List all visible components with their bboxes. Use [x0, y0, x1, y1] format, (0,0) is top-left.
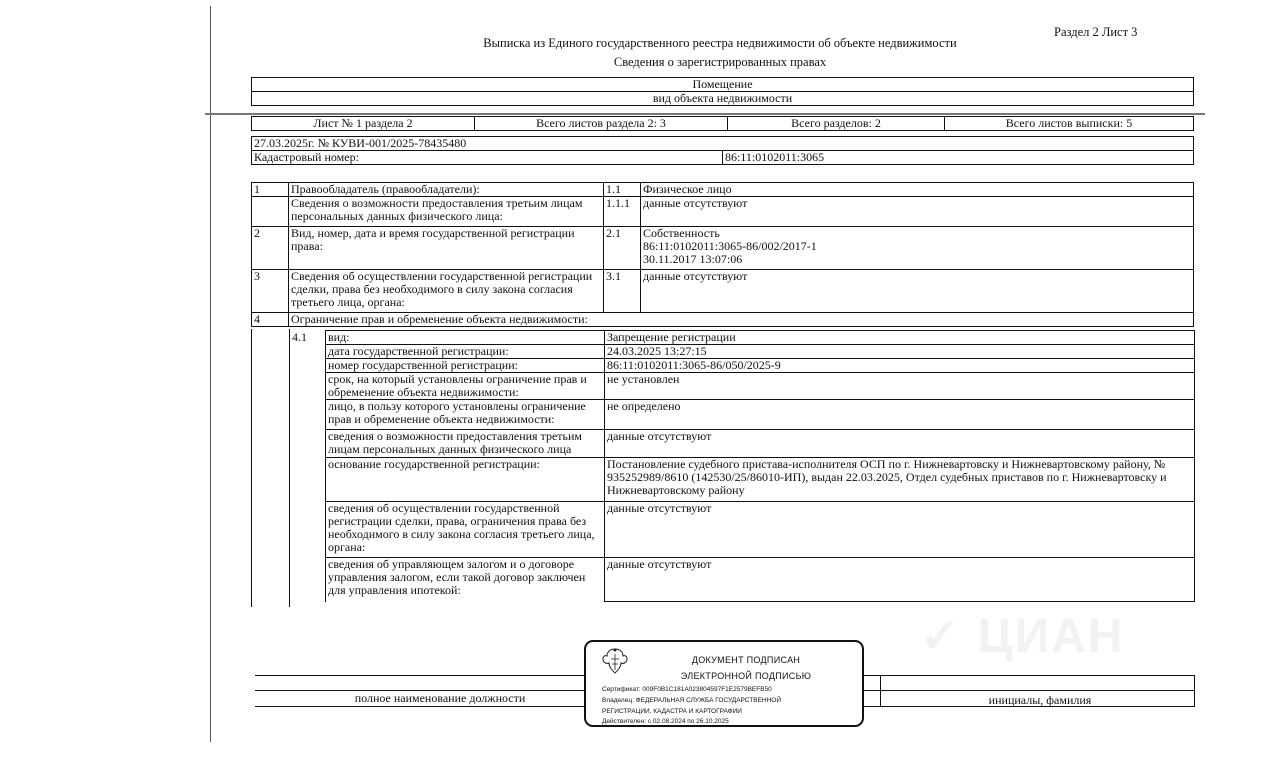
table-row [326, 373, 1195, 400]
row-number: 3 [252, 270, 289, 313]
restrictions-inner-border [289, 329, 290, 607]
row-code: 2.1 [604, 227, 641, 270]
table-row [252, 270, 1194, 313]
table-row [326, 359, 1195, 373]
table-row [252, 313, 1194, 327]
restriction-label: сведения об управляющем залогом и о договоре управления залогом, если такой договор заключен для управления ипотекой: [326, 558, 605, 602]
rights-table [251, 182, 1194, 327]
restriction-value: данные отсутствуют [605, 502, 1195, 558]
table-row [252, 227, 1194, 270]
row-value [641, 227, 1194, 270]
restriction-value: данные отсутствуют [605, 558, 1195, 602]
row-code: 1.1.1 [604, 197, 641, 227]
restriction-label: дата государственной регистрации: [326, 345, 605, 359]
restriction-label: сведения о возможности предоставления третьим лицам персональных данных физического лица [326, 430, 605, 458]
row-value: данные отсутствуют [641, 270, 1194, 313]
restriction-value: не определено [605, 400, 1195, 430]
object-type-table [251, 77, 1194, 106]
row-label: Сведения о возможности предоставления третьим лицам персональных данных физического лица: [289, 197, 604, 227]
row-code: 3.1 [604, 270, 641, 313]
table-row [326, 558, 1195, 602]
row-number: 1 [252, 183, 289, 197]
sheet-total-section: Всего листов раздела 2: 3 [475, 117, 728, 131]
e-signature-stamp [584, 640, 864, 727]
object-type-value: Помещение [252, 78, 1194, 92]
table-row [326, 430, 1195, 458]
table-row [326, 345, 1195, 359]
sheet-total-sheets: Всего листов выписки: 5 [945, 117, 1194, 131]
restriction-label: вид: [326, 331, 605, 345]
row-label: Вид, номер, дата и время государственной регистрации права: [289, 227, 604, 270]
watermark: ✓ ЦИАН [920, 610, 1125, 663]
row-number [252, 197, 289, 227]
row-label: Правообладатель (правообладатели): [289, 183, 604, 197]
right-datetime: 30.11.2017 13:07:06 [643, 252, 743, 266]
stamp-certificate: Сертификат: 009F0B1C181A023804597F1E2579BEFB50 [602, 686, 772, 693]
restriction-value: 86:11:0102011:3065-86/050/2025-9 [605, 359, 1195, 373]
table-row [326, 458, 1195, 502]
restriction-label: номер государственной регистрации: [326, 359, 605, 373]
row-number: 2 [252, 227, 289, 270]
restrictions-table [325, 330, 1195, 602]
name-label: инициалы, фамилия [988, 693, 1092, 707]
document-title: Выписка из Единого государственного реестра недвижимости об объекте недвижимости [483, 36, 957, 50]
restriction-label: сведения об осуществлении государственной регистрации сделки, права, ограничения права без необходимого в силу закона согласия третьего лица, органа: [326, 502, 605, 558]
right-number: 86:11:0102011:3065-86/002/2017-1 [643, 239, 817, 253]
table-row [326, 502, 1195, 558]
restrictions-code: 4.1 [292, 330, 307, 344]
stamp-owner2: РЕГИСТРАЦИИ, КАДАСТРА И КАРТОГРАФИИ [602, 708, 742, 715]
scan-artifact-line [205, 113, 1205, 115]
position-label: полное наименование должности [354, 691, 526, 705]
signature-vline [880, 675, 881, 707]
sheet-total-sections: Всего разделов: 2 [728, 117, 945, 131]
table-row [326, 400, 1195, 430]
scan-edge-line [210, 6, 211, 742]
sheet-number: Лист № 1 раздела 2 [252, 117, 475, 131]
section-sheet-label: Раздел 2 Лист 3 [1054, 25, 1138, 39]
restriction-value: не установлен [605, 373, 1195, 400]
stamp-valid: Действителен: с 02.08.2024 по 26.10.2025 [602, 718, 729, 725]
restriction-value: Запрещение регистрации [605, 331, 1195, 345]
row-number: 4 [252, 313, 289, 327]
table-row [252, 197, 1194, 227]
cadastral-label: Кадастровый номер: [252, 151, 723, 165]
record-table [251, 136, 1194, 165]
row-value: данные отсутствуют [641, 197, 1194, 227]
stamp-owner: Владелец: ФЕДЕРАЛЬНАЯ СЛУЖБА ГОСУДАРСТВЕННОЙ [602, 697, 782, 704]
row-label: Сведения об осуществлении государственной регистрации сделки, права без необходимого в силу закона согласия третьего лица, органа: [289, 270, 604, 313]
restrictions-left-border [251, 329, 252, 607]
sheet-info-table [251, 116, 1194, 131]
stamp-line2: ЭЛЕКТРОННОЙ ПОДПИСЬЮ [680, 671, 812, 681]
restriction-value: данные отсутствуют [605, 430, 1195, 458]
coat-of-arms-icon [600, 646, 630, 676]
right-type: Собственность [643, 226, 720, 240]
document-subtitle: Сведения о зарегистрированных правах [613, 55, 827, 69]
record-date-number: 27.03.2025г. № КУВИ-001/2025-78435480 [252, 137, 1194, 151]
restriction-value: Постановление судебного пристава-исполнителя ОСП по г. Нижневартовску и Нижневартовскому району, № 935252989/8610 (142530/25/86010-ИП), выдан 22.03.2025, Отдел судебных приставов по г. Нижневартовску и Нижневартовскому району [605, 458, 1195, 502]
restrictions-label: Ограничение прав и обременение объекта недвижимости: [289, 313, 1194, 327]
row-value: Физическое лицо [641, 183, 1194, 197]
restriction-value: 24.03.2025 13:27:15 [605, 345, 1195, 359]
table-row [326, 331, 1195, 345]
table-row [252, 183, 1194, 197]
cadastral-value: 86:11:0102011:3065 [723, 151, 1194, 165]
row-code: 1.1 [604, 183, 641, 197]
object-type-caption: вид объекта недвижимости [252, 92, 1194, 106]
restriction-label: основание государственной регистрации: [326, 458, 605, 502]
restriction-label: срок, на который установлены ограничение прав и обременение объекта недвижимости: [326, 373, 605, 400]
stamp-line1: ДОКУМЕНТ ПОДПИСАН [691, 655, 801, 665]
restriction-label: лицо, в пользу которого установлены ограничение прав и обременение объекта недвижимости: [326, 400, 605, 430]
